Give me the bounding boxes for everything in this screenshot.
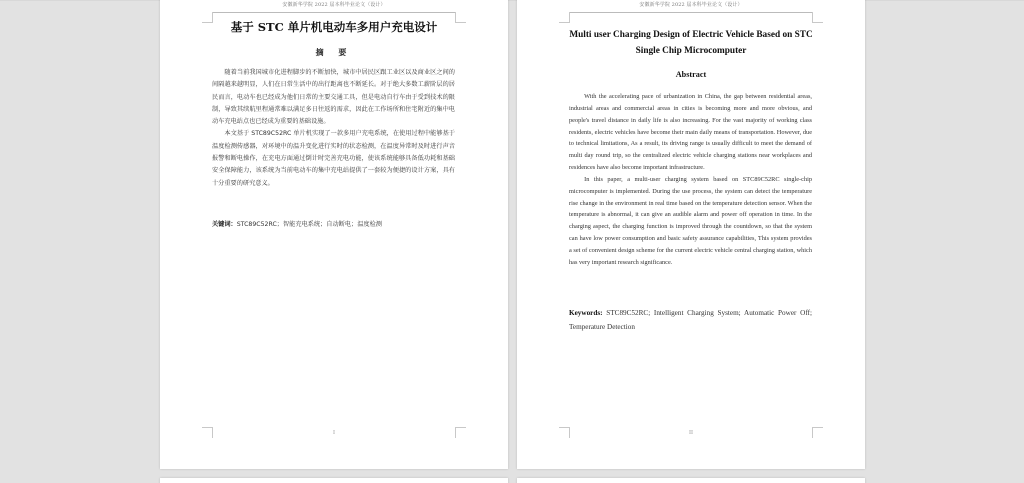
keywords-label: 关键词： — [212, 221, 237, 228]
page-title: Multi user Charging Design of Electric Vehicle Based on STC Single Chip Microcomputer — [569, 30, 813, 56]
abstract-paragraph: 随着当前我国城市化进程脚步的不断加快，城市中居民区跟工业区以及商业区之间的间隔越来越明显，人们在日常生活中的出行距离也不断延长。对于绝大多数工薪阶层的居民而言，电动车也已经成为他们日常的主要交通工具，但是电动自行车由于受到技术的限制，导致其续航里程通常难以满足多日往返的需求，因此在工作场所和住宅附近的集中电动车充电站点也已经成为重要的基础设施。 — [212, 69, 455, 126]
previous-page-edge — [0, 0, 1024, 1]
keywords — [569, 306, 812, 334]
next-page-right — [517, 478, 865, 483]
abstract-paragraph: In this paper, a multi-user charging system based on STC89C52RC single-chip microcomputer is implemented. During the use process, the system can detect the temperature rise change in the environment in real time based on the temperature detection sensor. When the temperature is abnormal, it can give an audible alarm and power off operation in time. In the charging aspect, the charging function is improved through the countdown, so that the system can have low power consumption and basic safety assurance capabilities, This system provides a set of convenient design scheme for the current electric vehicle central charging station, which has very important research significance. — [569, 175, 812, 266]
abstract-heading: 摘 要 — [315, 48, 353, 57]
margin-corner-mark — [812, 12, 823, 23]
running-header: 安徽新华学院 2022 届本科毕业论文（设计） — [282, 2, 386, 8]
page-number: II — [689, 430, 693, 436]
abstract-body — [212, 67, 455, 190]
margin-corner-mark — [559, 12, 570, 23]
page-english-abstract — [517, 0, 865, 469]
page-title: 基于 STC 单片机电动车多用户充电设计 — [230, 20, 438, 34]
page-number: I — [333, 430, 335, 436]
keywords-label: Keywords: — [569, 309, 603, 317]
abstract-body — [569, 91, 812, 269]
header-rule — [212, 12, 455, 13]
keywords-text: STC89C52RC；智能充电系统；自动断电；温度检测 — [236, 221, 382, 228]
abstract-paragraph: 本文基于 STC89C52RC 单片机实现了一款多用户充电系统，在使用过程中能够基于温度检测传感器，对环境中的温升变化进行实时的状态检测，在温度异常时及时进行声音报警和断电操作，在充电方面通过倒计时完善充电功能，使该系统能够具备低功耗和基础安全保障能力，该系统为当前电动车的集中充电站提供了一套较为便捷的设计方案，具有十分重要的研究意义。 — [212, 130, 455, 187]
keywords — [212, 219, 455, 228]
abstract-heading: Abstract — [675, 70, 707, 79]
next-page-left — [160, 478, 508, 483]
abstract-paragraph: With the accelerating pace of urbanization in China, the gap between residential areas, industrial areas and commercial areas in cities is becoming more and more obvious, and people's travel distance in daily life is also increasing. For the vast majority of working class residents, electric vehicles have become their main daily means of transportation. However, due to technical limitations, As a result, its driving range is usually difficult to meet the demand of multi day round trip, so the centralized electric vehicle charging stations near workplaces and residences have also become important infrastructure. — [569, 93, 812, 172]
running-header: 安徽新华学院 2022 届本科毕业论文（设计） — [639, 2, 743, 8]
header-rule — [569, 12, 812, 13]
page-chinese-abstract — [160, 0, 508, 469]
keywords-text: STC89C52RC; Intelligent Charging System; Automatic Power Off; Temperature Detection — [569, 309, 812, 331]
